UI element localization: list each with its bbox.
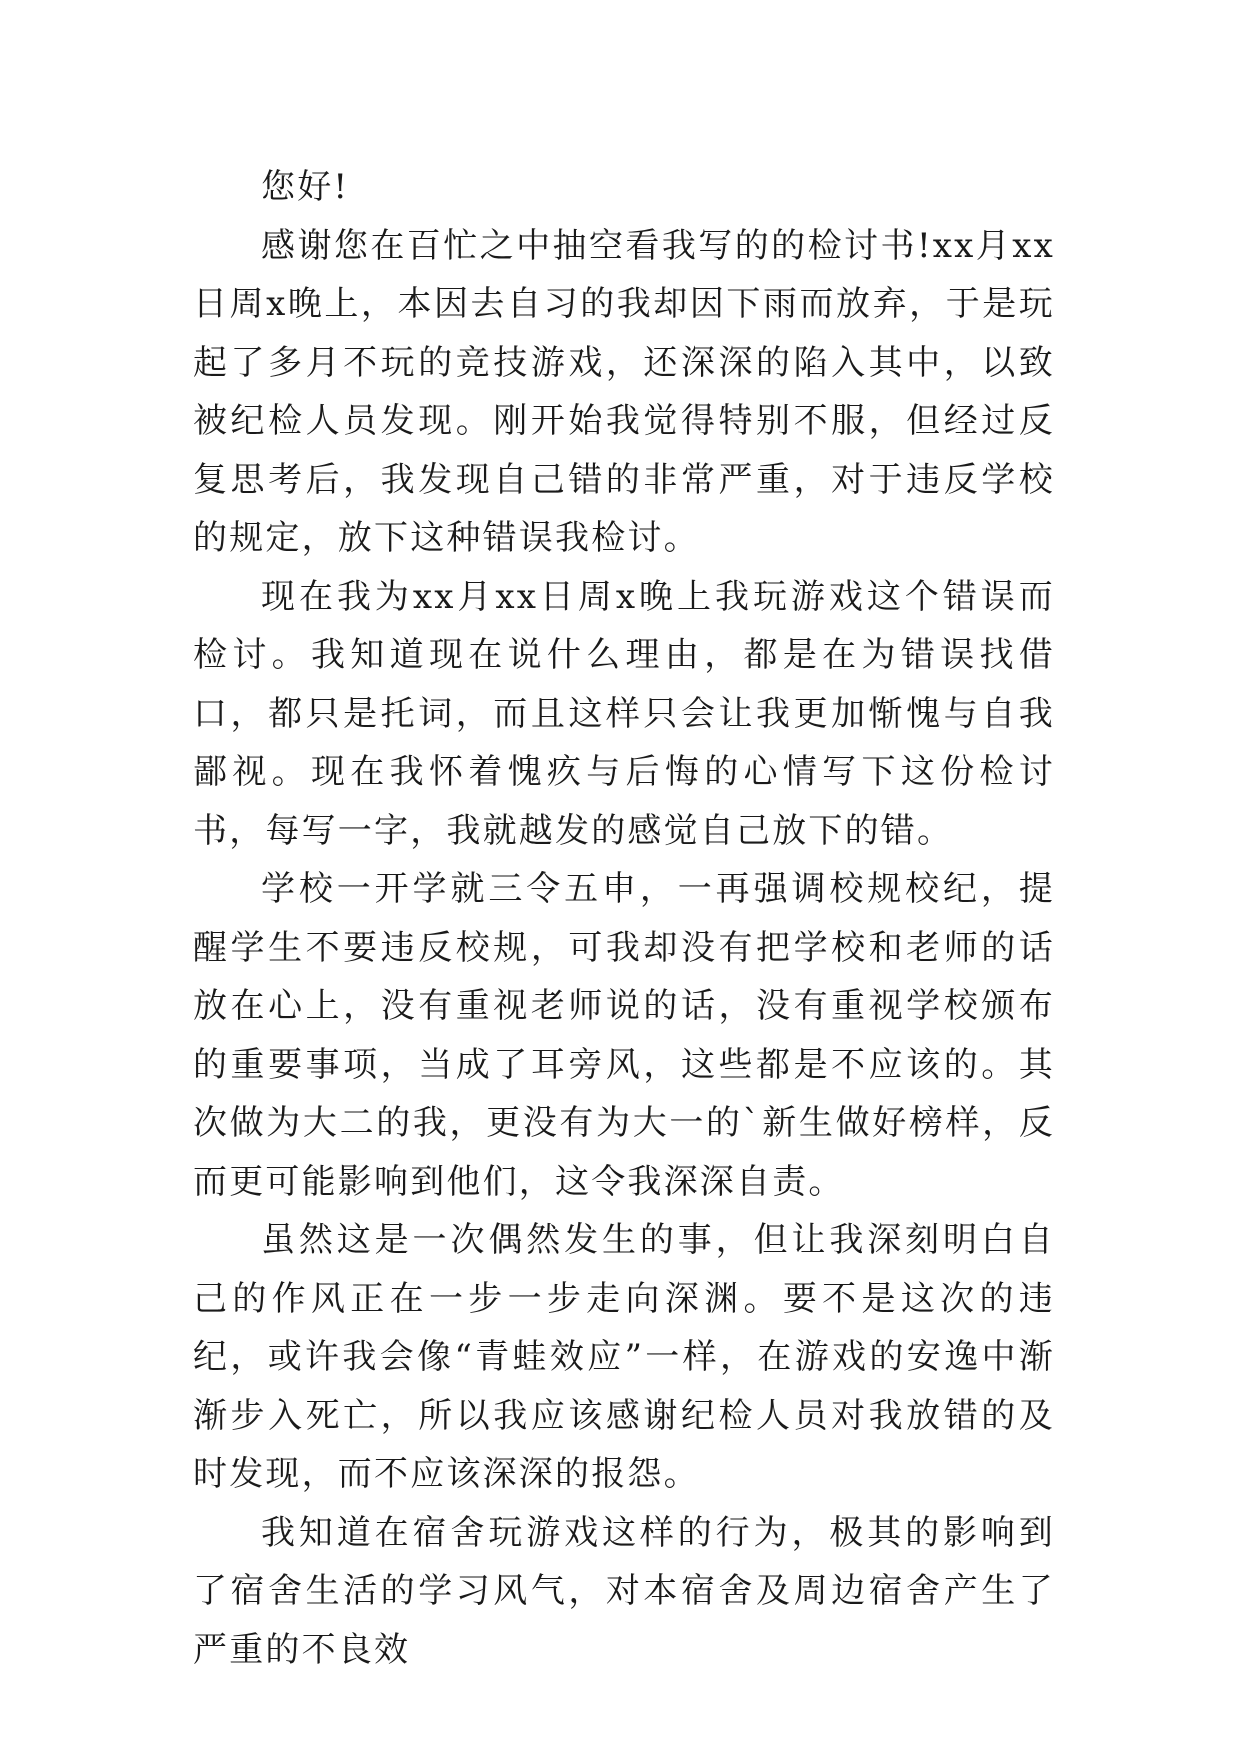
paragraph-1: 感谢您在百忙之中抽空看我写的的检讨书!xx月xx日周x晚上，本因去自习的我却因下雨而放弃，于是玩起了多月不玩的竞技游戏，还深深的陷入其中，以致被纪检人员发现。刚开始我觉得特别不服，但经过反复思考后，我发现自己错的非常严重，对于违反学校的规定，放下这种错误我检讨。 bbox=[193, 225, 1055, 558]
letter-body bbox=[193, 158, 1055, 1679]
paragraph-3: 学校一开学就三令五申，一再强调校规校纪，提醒学生不要违反校规，可我却没有把学校和老师的话放在心上，没有重视老师说的话，没有重视学校颁布的重要事项，当成了耳旁风，这些都是不应该的。其次做为大二的我，更没有为大一的`新生做好榜样，反而更可能影响到他们，这令我深深自责。 bbox=[193, 869, 1055, 1202]
paragraph-greeting: 您好! bbox=[261, 167, 350, 207]
paragraph-5: 我知道在宿舍玩游戏这样的行为，极其的影响到了宿舍生活的学习风气，对本宿舍及周边宿舍产生了严重的不良效 bbox=[193, 1512, 1055, 1670]
paragraph-2: 现在我为xx月xx日周x晚上我玩游戏这个错误而检讨。我知道现在说什么理由，都是在为错误找借口，都只是托词，而且这样只会让我更加惭愧与自我鄙视。现在我怀着愧疚与后悔的心情写下这份检讨书，每写一字，我就越发的感觉自己放下的错。 bbox=[193, 576, 1055, 851]
paragraph-4: 虽然这是一次偶然发生的事，但让我深刻明白自己的作风正在一步一步走向深渊。要不是这次的违纪，或许我会像“青蛙效应”一样，在游戏的安逸中渐渐步入死亡，所以我应该感谢纪检人员对我放错的及时发现，而不应该深深的报怨。 bbox=[193, 1220, 1055, 1494]
